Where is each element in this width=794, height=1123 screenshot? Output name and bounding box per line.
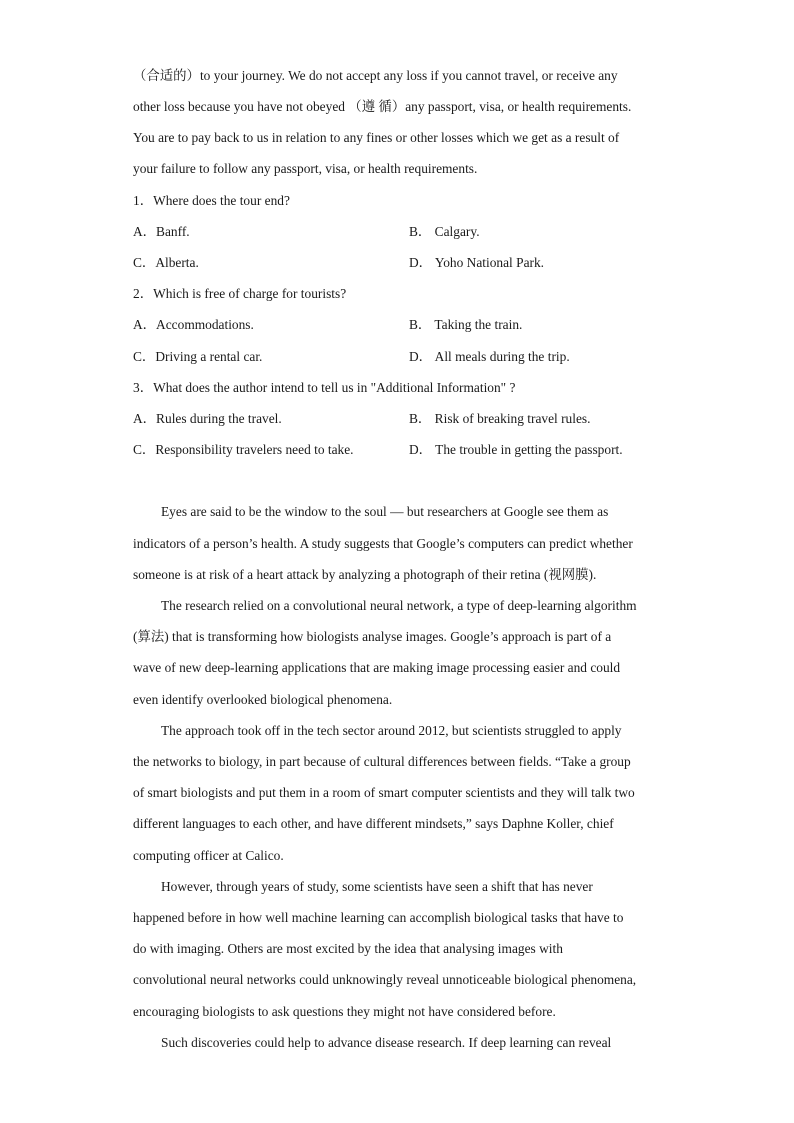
passage-line: different languages to each other, and have different mindsets,” says Daphne Koller, chief: [133, 816, 614, 831]
passage-line: The research relied on a convolutional neural network, a type of deep-learning algorithm: [161, 598, 637, 613]
passage-line: even identify overlooked biological phenomena.: [133, 692, 393, 707]
question-stem: 2．Which is free of charge for tourists?: [133, 286, 347, 301]
option-a: A．Rules during the travel.: [133, 411, 282, 426]
passage-line: happened before in how well machine learning can accomplish biological tasks that have to: [133, 910, 624, 925]
passage-line: The approach took off in the tech sector around 2012, but scientists struggled to apply: [161, 723, 622, 738]
question-stem: 1．Where does the tour end?: [133, 193, 290, 208]
question-stem: 3．What does the author intend to tell us in "Additional Information" ?: [133, 380, 516, 395]
passage-line: convolutional neural networks could unknowingly reveal unnoticeable biological phenomena,: [133, 972, 637, 987]
option-d: D． All meals during the trip.: [409, 349, 570, 364]
option-c: C．Responsibility travelers need to take.: [133, 442, 354, 457]
passage-line: someone is at risk of a heart attack by analyzing a photograph of their retina (视网膜).: [133, 567, 597, 582]
passage-line: indicators of a person’s health. A study suggests that Google’s computers can predict whether: [133, 536, 633, 551]
passage-line: Such discoveries could help to advance disease research. If deep learning can reveal: [161, 1035, 612, 1050]
passage-line: Eyes are said to be the window to the soul — but researchers at Google see them as: [161, 504, 609, 519]
passage-line: computing officer at Calico.: [133, 848, 284, 863]
intro-line: your failure to follow any passport, visa, or health requirements.: [133, 161, 478, 176]
passage-line: wave of new deep-learning applications that are making image processing easier and could: [133, 660, 621, 675]
passage-line: do with imaging. Others are most excited by the idea that analysing images with: [133, 941, 563, 956]
passage-line: However, through years of study, some scientists have seen a shift that has never: [161, 879, 593, 894]
option-d: D． The trouble in getting the passport.: [409, 442, 623, 457]
option-c: C．Alberta.: [133, 255, 199, 270]
passage-line: the networks to biology, in part because of cultural differences between fields. “Take a group: [133, 754, 631, 769]
intro-line: You are to pay back to us in relation to any fines or other losses which we get as a result of: [133, 130, 620, 145]
option-a: A．Banff.: [133, 224, 190, 239]
option-b: B． Calgary.: [409, 224, 480, 239]
passage-line: (算法) that is transforming how biologists analyse images. Google’s approach is part of a: [133, 629, 612, 644]
option-b: B． Taking the train.: [409, 317, 523, 332]
option-a: A．Accommodations.: [133, 317, 254, 332]
intro-line: （合适的）to your journey. We do not accept any loss if you cannot travel, or receive any: [133, 68, 618, 83]
option-d: D． Yoho National Park.: [409, 255, 545, 270]
intro-line: other loss because you have not obeyed （遵 循）any passport, visa, or health requirements.: [133, 99, 632, 114]
passage-line: of smart biologists and put them in a room of smart computer scientists and they will talk two: [133, 785, 635, 800]
passage-line: encouraging biologists to ask questions they might not have considered before.: [133, 1004, 556, 1019]
option-b: B． Risk of breaking travel rules.: [409, 411, 591, 426]
option-c: C．Driving a rental car.: [133, 349, 263, 364]
